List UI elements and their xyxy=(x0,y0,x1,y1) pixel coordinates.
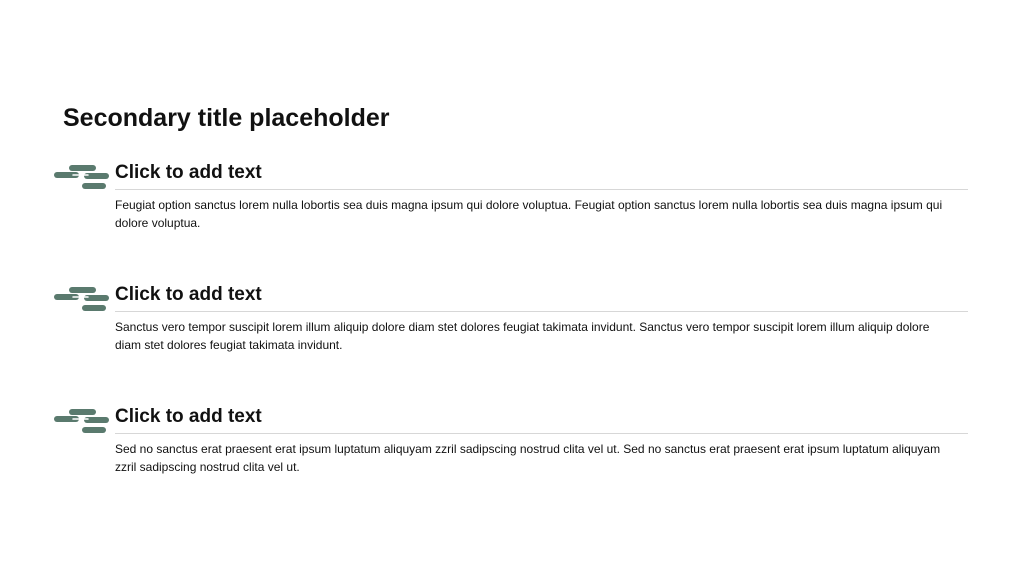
section-divider xyxy=(115,311,968,312)
pill-lines-icon xyxy=(54,407,110,435)
section-body[interactable]: Feugiat option sanctus lorem nulla lobortis sea duis magna ipsum qui dolore voluptua. Feugiat option sanctus lorem nulla lobortis sea duis magna ipsum qui dolore voluptua. xyxy=(115,198,943,230)
section-body[interactable]: Sanctus vero tempor suscipit lorem illum aliquip dolore diam stet dolores feugiat takimata invidunt. Sanctus vero tempor suscipit lorem illum aliquip dolore diam stet dolores feugiat takimata invidunt. xyxy=(115,320,930,352)
content-section xyxy=(52,404,972,494)
content-section xyxy=(52,282,972,372)
slide-title[interactable]: Secondary title placeholder xyxy=(63,104,390,132)
content-section xyxy=(52,160,972,250)
section-body[interactable]: Sed no sanctus erat praesent erat ipsum luptatum aliquyam zzril sadipscing nostrud clita vel ut. Sed no sanctus erat praesent erat ipsum luptatum aliquyam zzril sadipscing nostrud clita vel ut. xyxy=(115,442,941,474)
section-heading[interactable]: Click to add text xyxy=(115,284,262,305)
pill-lines-icon xyxy=(54,163,110,191)
pill-lines-icon xyxy=(54,285,110,313)
section-divider xyxy=(115,433,968,434)
section-heading[interactable]: Click to add text xyxy=(115,406,262,427)
section-divider xyxy=(115,189,968,190)
section-heading[interactable]: Click to add text xyxy=(115,162,262,183)
